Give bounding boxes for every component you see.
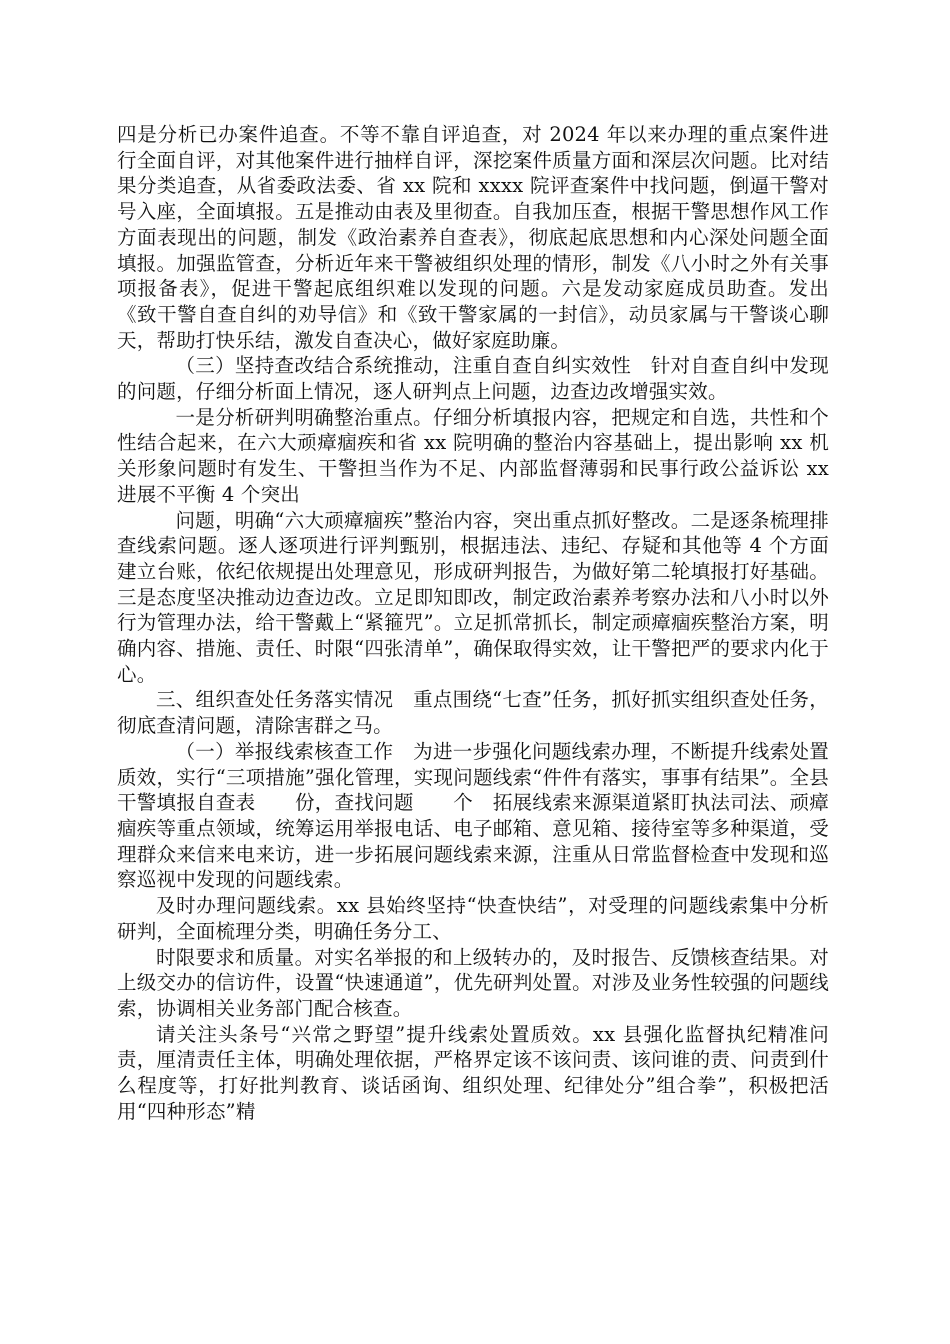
paragraph: 问题，明确“六大顽瘴痼疾”整治内容，突出重点抓好整改。二是逐条梳理排查线索问题。逐人逐项进行评判甄别，根据违法、违纪、存疑和其他等 4 个方面建立台账，依纪依规提出处理意见，形成研判报告，为做好第二轮填报打好基础。三是态度坚决推动边查边改。立足即知即改，制定政治素养考察办法和八小时以外行为管理办法，给干警戴上“紧箍咒”。立足抓常抓长，制定顽瘴痼疾整治方案，明确内容、措施、责任、时限“四张清单”，确保取得实效，让干警把严的要求内化于心。 <box>117 508 829 686</box>
paragraph: 及时办理问题线索。xx 县始终坚持“快查快结”，对受理的问题线索集中分析研判，全面梳理分类，明确任务分工、 <box>117 894 829 943</box>
paragraph: （一）举报线索核查工作 为进一步强化问题线索办理，不断提升线索处置质效，实行“三项措施”强化管理，实现问题线索“件件有落实，事事有结果”。全县 干警填报自查表 份，查找问题 个 拓展线索来源渠道紧盯执法司法、顽瘴痼疾等重点领域，统筹运用举报电话、电子邮箱、意见箱、接待室等多种渠道，受理群众来信来电来访，进一步拓展问题线索来源，注重从日常监督检查中发现和巡察巡视中发现的问题线索。 <box>117 739 869 892</box>
paragraph: 请关注头条号“兴常之野望”提升线索处置质效。xx 县强化监督执纪精准问责，厘清责任主体，明确处理依据，严格界定该不该问责、该问谁的责、问责到什么程度等，打好批判教育、谈话函询、组织处理、纪律处分”组合拳”，积极把活用“四种形态”精 <box>117 1022 829 1123</box>
paragraph: （三）坚持查改结合系统推动，注重自查自纠实效性 针对自查自纠中发现的问题，仔细分析面上情况，逐人研判点上问题，边查边改增强实效。 <box>117 354 829 404</box>
paragraph: 四是分析已办案件追查。不等不靠自评追查，对 2024 年以来办理的重点案件进行全面自评，对其他案件进行抽样自评，深挖案件质量方面和深层次问题。比对结果分类追查，从省委政法委、省 xx 院和 xxxx 院评查案件中找问题，倒逼干警对号入座，全面填报。五是推动由表及里彻查。自我加压查，根据干警思想作风工作方面表现出的问题，制发《政治素养自查表》，彻底起底思想和内心深处问题全面填报。加强监管查，分析近年来干警被组织处理的情形，制发《八小时之外有关事项报备表》，促进干警起底组织难以发现的问题。六是发动家庭成员助查。发出《致干警自查自纠的劝导信》和《致干警家属的一封信》，动员家属与干警谈心聊天，帮助打快乐结，激发自查决心，做好家庭助廉。 <box>117 123 829 352</box>
document-body <box>117 122 869 1124</box>
paragraph: 三、组织查处任务落实情况 重点围绕“七查”任务，抓好抓实组织查处任务，彻底查清问题，清除害群之马。 <box>117 688 829 738</box>
paragraph: 时限要求和质量。对实名举报的和上级转办的，及时报告、反馈核查结果。对上级交办的信访件，设置“快速通道”，优先研判处置。对涉及业务性较强的问题线索，协调相关业务部门配合核查。 <box>117 945 829 1020</box>
paragraph: 一是分析研判明确整治重点。仔细分析填报内容，把规定和自选，共性和个性结合起来，在六大顽瘴痼疾和省 xx 院明确的整治内容基础上，提出影响 xx 机关形象问题时有发生、干警担当作为不足、内部监督薄弱和民事行政公益诉讼 xx 进展不平衡 4 个突出 <box>117 405 829 506</box>
